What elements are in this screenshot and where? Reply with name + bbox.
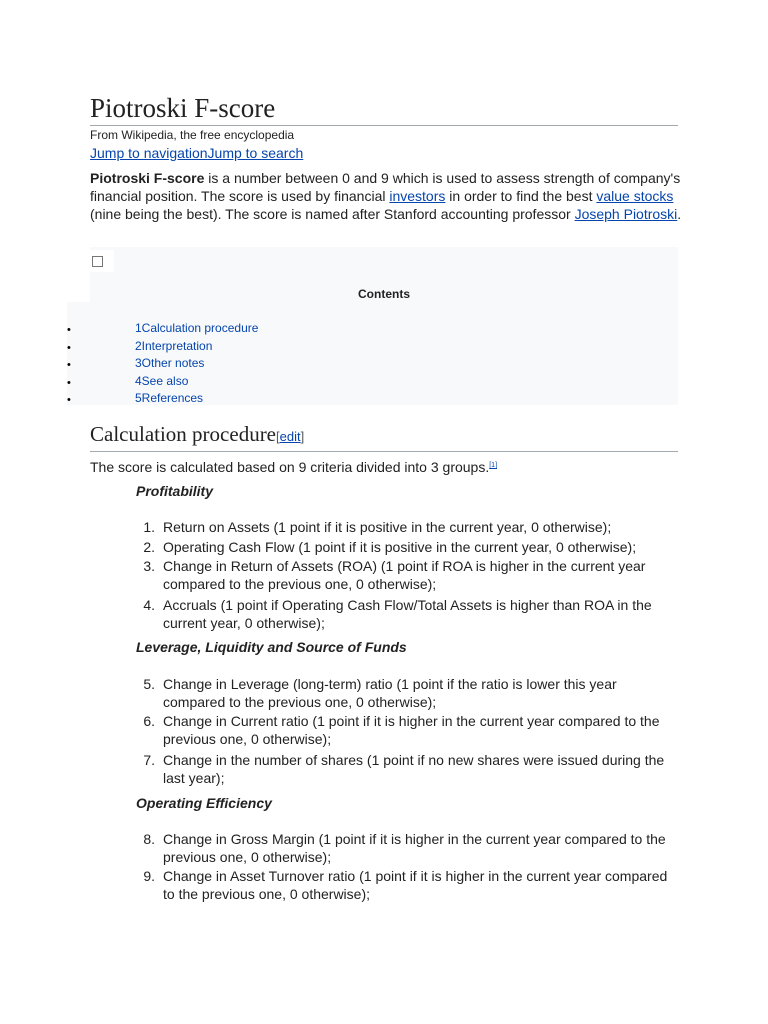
group-heading-leverage: Leverage, Liquidity and Source of Funds bbox=[136, 639, 407, 655]
jump-to-navigation-link[interactable]: Jump to navigation bbox=[90, 145, 208, 161]
criterion-item bbox=[136, 867, 681, 903]
criterion-item bbox=[136, 596, 681, 632]
jump-links bbox=[90, 145, 303, 162]
reference-link[interactable]: [1] bbox=[489, 462, 498, 469]
toc-toggle-checkbox[interactable] bbox=[92, 256, 103, 267]
criterion-text: Change in the number of shares (1 point if no new shares were issued during the last year); bbox=[163, 752, 665, 786]
table-of-contents bbox=[67, 247, 678, 405]
investors-link[interactable]: investors bbox=[389, 188, 446, 204]
criterion-text: Accruals (1 point if Operating Cash Flow/Total Assets is higher than ROA in the current year, 0 otherwise); bbox=[163, 597, 652, 631]
criterion-number: 9. bbox=[143, 868, 155, 884]
toc-item-label[interactable]: 5References bbox=[135, 391, 204, 405]
intro-term: Piotroski F-score bbox=[90, 170, 205, 186]
bullet-icon: • bbox=[67, 394, 71, 406]
toc-item-label[interactable]: 1Calculation procedure bbox=[135, 321, 259, 335]
edit-bracket-close: ] bbox=[300, 429, 305, 444]
criterion-text: Change in Return of Assets (ROA) (1 point if ROA is higher in the current year compared to the previous one, 0 otherwise); bbox=[163, 558, 646, 592]
jump-to-search-link[interactable]: Jump to search bbox=[207, 145, 304, 161]
criterion-item bbox=[136, 712, 681, 748]
criterion-item bbox=[136, 675, 681, 711]
criterion-text: Change in Gross Margin (1 point if it is higher in the current year compared to the previous one, 0 otherwise); bbox=[163, 831, 666, 865]
criterion-text: Change in Current ratio (1 point if it is higher in the current year compared to the previous one, 0 otherwise); bbox=[163, 713, 660, 747]
toc-toggle[interactable] bbox=[90, 250, 114, 272]
site-tagline: From Wikipedia, the free encyclopedia bbox=[90, 128, 295, 142]
criterion-item bbox=[136, 518, 681, 536]
section-intro bbox=[90, 457, 497, 476]
intro-text-2: in order to find the best bbox=[445, 188, 597, 204]
group-heading-operating-efficiency: Operating Efficiency bbox=[136, 795, 272, 811]
criterion-number: 3. bbox=[143, 558, 155, 574]
criterion-number: 1. bbox=[143, 519, 155, 535]
section-heading-calculation-procedure bbox=[90, 421, 678, 452]
section-intro-text: The score is calculated based on 9 criteria divided into 3 groups. bbox=[90, 459, 490, 475]
toc-item-label[interactable]: 2Interpretation bbox=[135, 338, 213, 353]
criterion-number: 5. bbox=[143, 676, 155, 692]
toc-title: Contents bbox=[358, 287, 410, 301]
edit-bracket-open: [ bbox=[276, 429, 280, 444]
criterion-number: 2. bbox=[143, 539, 155, 555]
intro-paragraph bbox=[90, 169, 682, 223]
edit-section bbox=[276, 429, 304, 444]
intro-text-4: . bbox=[677, 206, 682, 222]
group-heading-profitability: Profitability bbox=[136, 483, 214, 499]
bullet-icon: • bbox=[67, 359, 71, 371]
bullet-icon: • bbox=[67, 376, 71, 389]
bullet-icon: • bbox=[67, 341, 71, 354]
criterion-item bbox=[136, 538, 681, 556]
section-heading-text: Calculation procedure bbox=[90, 422, 277, 446]
criterion-number: 8. bbox=[143, 831, 155, 847]
page-title: Piotroski F-score bbox=[90, 92, 678, 126]
criterion-number: 7. bbox=[143, 752, 155, 768]
criterion-text: Change in Leverage (long-term) ratio (1 point if the ratio is lower this year compared to the previous one, 0 otherwise); bbox=[163, 676, 617, 710]
criterion-text: Operating Cash Flow (1 point if it is positive in the current year, 0 otherwise); bbox=[163, 539, 637, 555]
toc-item-label[interactable]: 4See also bbox=[135, 373, 189, 388]
toc-item-label[interactable]: 3Other notes bbox=[135, 356, 205, 370]
criterion-item bbox=[136, 830, 681, 866]
criterion-number: 6. bbox=[143, 713, 155, 729]
intro-text-3: (nine being the best). The score is named after Stanford accounting professor bbox=[90, 206, 575, 222]
criterion-item bbox=[136, 751, 681, 787]
edit-section-link[interactable]: edit bbox=[279, 429, 301, 444]
joseph-piotroski-link[interactable]: Joseph Piotroski bbox=[574, 206, 678, 222]
value-stocks-link[interactable]: value stocks bbox=[596, 188, 674, 204]
intro-text-1: is a number between 0 and 9 which is used to assess strength of company's financial position. The score is used by financial bbox=[90, 170, 681, 204]
bullet-icon: • bbox=[67, 324, 71, 336]
criterion-text: Change in Asset Turnover ratio (1 point if it is higher in the current year compared to the previous one, 0 otherwise); bbox=[163, 868, 668, 902]
criterion-number: 4. bbox=[143, 597, 155, 613]
criterion-text: Return on Assets (1 point if it is positive in the current year, 0 otherwise); bbox=[163, 519, 612, 535]
criterion-item bbox=[136, 557, 681, 593]
